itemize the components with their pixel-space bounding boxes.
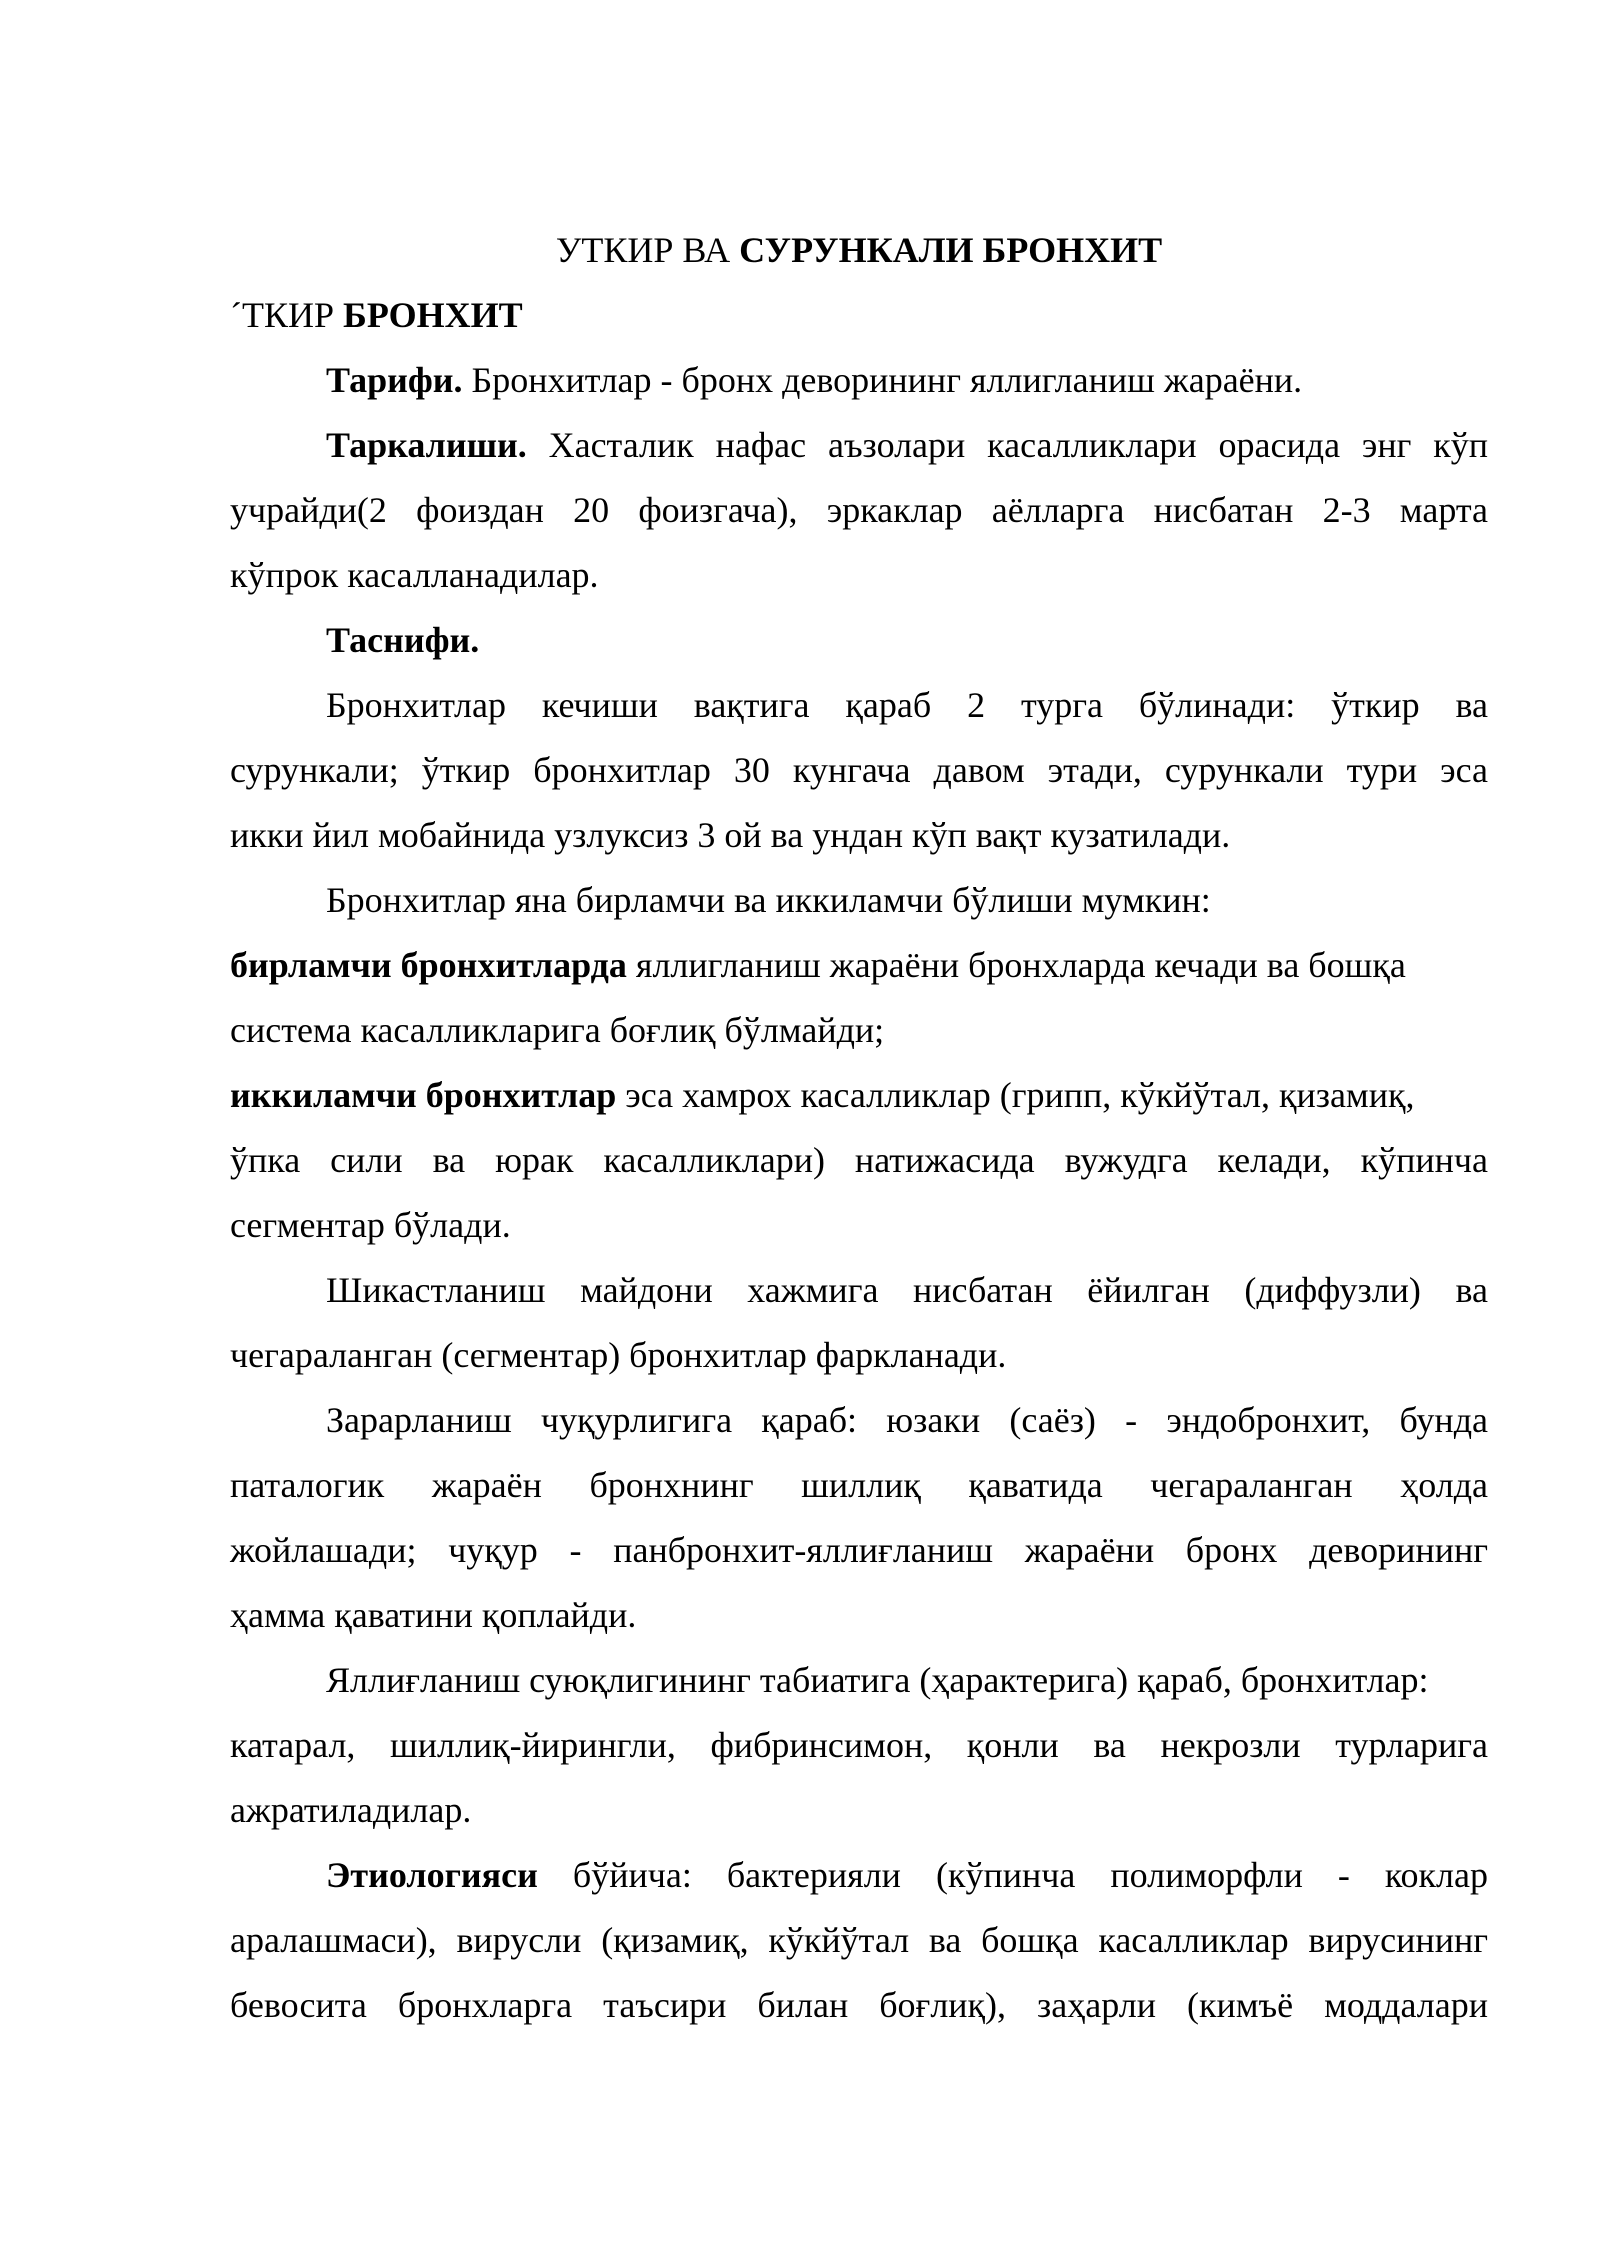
- text-line: паталогик жараён бронхнинг шиллиқ қаватида чегараланган ҳолда: [230, 1465, 1488, 1505]
- text-line: бирламчи бронхитларда яллигланиш жараёни бронхларда кечади ва бошқа: [230, 945, 1406, 985]
- text-line: сегментар бўлади.: [230, 1205, 511, 1245]
- text-line: иккиламчи бронхитлар эса хамрох касалликлар (грипп, кўкйўтал, қизамиқ,: [230, 1075, 1415, 1115]
- text-line: ўпка сили ва юрак касалликлари) натижасида вужудга келади, кўпинча: [230, 1140, 1488, 1180]
- text-line: чегараланган (сегментар) бронхитлар фаркланади.: [230, 1335, 1007, 1375]
- document-title: УТКИР ВА СУРУНКАЛИ БРОНХИТ: [555, 230, 1163, 270]
- text-line: кўпрок касалланадилар.: [230, 555, 599, 595]
- text-line: катарал, шиллиқ-йирингли, фибринсимон, қонли ва некрозли турларига: [230, 1725, 1488, 1765]
- text-line: Тарифи. Бронхитлар - бронх деворининг яллигланиш жараёни.: [326, 360, 1303, 400]
- text-line: Бронхитлар яна бирламчи ва иккиламчи бўлиши мумкин:: [326, 880, 1211, 920]
- text-line: сурункали; ўткир бронхитлар 30 кунгача давом этади, сурункали тури эса: [230, 750, 1488, 790]
- section-heading: ´ТКИР БРОНХИТ: [230, 295, 523, 335]
- text-line: Этиологияси бўйича: бактерияли (кўпинча полиморфли - коклар: [326, 1855, 1488, 1895]
- text-line: Яллиғланиш суюқлигининг табиатига (ҳарактерига) қараб, бронхитлар:: [326, 1660, 1429, 1700]
- text-line: икки йил мобайнида узлуксиз 3 ой ва ундан кўп вақт кузатилади.: [230, 815, 1231, 855]
- text-line: Шикастланиш майдони хажмига нисбатан ёйилган (диффузли) ва: [326, 1270, 1488, 1310]
- text-line: аралашмаси), вирусли (қизамиқ, кўкйўтал ва бошқа касалликлар вирусининг: [230, 1920, 1488, 1960]
- section-label: Таснифи.: [326, 620, 480, 660]
- text-line: учрайди(2 фоиздан 20 фоизгача), эркаклар аёлларга нисбатан 2-3 марта: [230, 490, 1488, 530]
- text-line: ҳамма қаватини қоплайди.: [230, 1595, 637, 1635]
- text-line: система касалликларига боғлиқ бўлмайди;: [230, 1010, 885, 1050]
- text-line: Бронхитлар кечиши вақтига қараб 2 турга бўлинади: ўткир ва: [326, 685, 1488, 725]
- text-line: ажратиладилар.: [230, 1790, 472, 1830]
- text-line: Зарарланиш чуқурлигига қараб: юзаки (саёз) - эндобронхит, бунда: [326, 1400, 1488, 1440]
- text-line: жойлашади; чуқур - панбронхит-яллиғланиш жараёни бронх деворининг: [230, 1530, 1488, 1570]
- text-line: Таркалиши. Хасталик нафас аъзолари касалликлари орасида энг кўп: [326, 425, 1488, 465]
- text-line: бевосита бронхларга таъсири билан боғлиқ), заҳарли (кимъё моддалари: [230, 1985, 1488, 2025]
